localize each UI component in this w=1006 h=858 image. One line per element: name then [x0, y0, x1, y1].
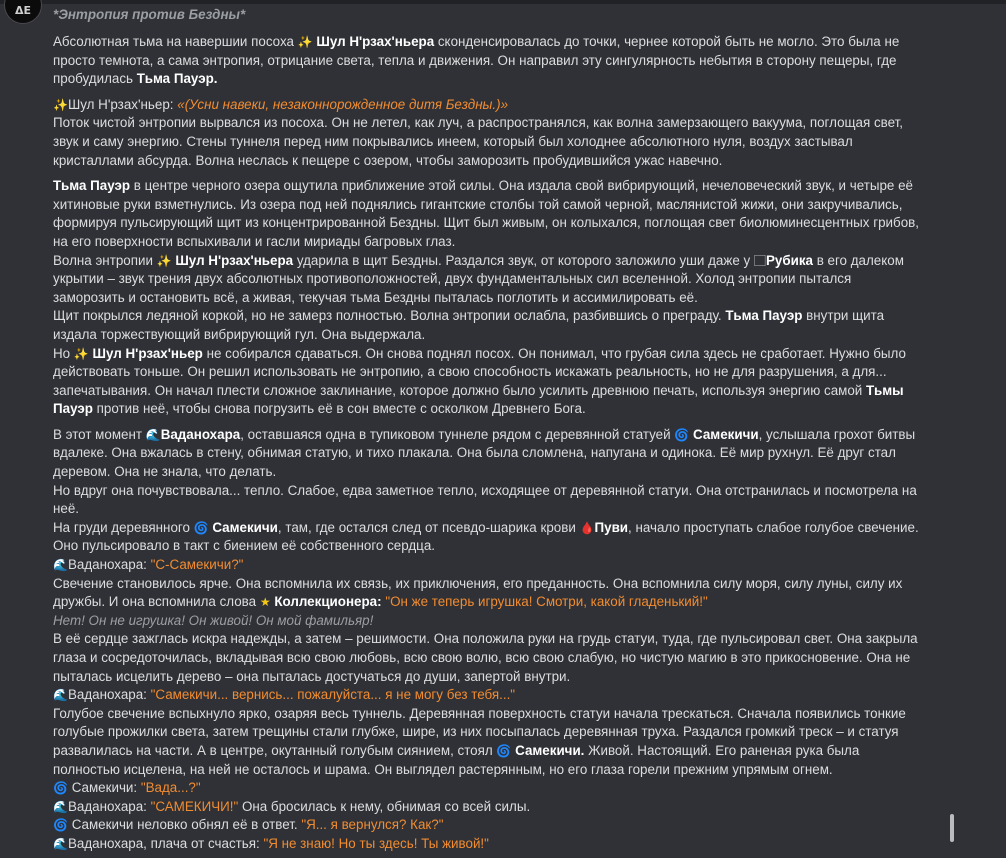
paragraph-1: [53, 33, 923, 89]
text: в центре черного озера ощутила приближение этой силы. Она издала свой вибрирующий, нечеловеческий звук, и четыре её хитиновые руки взметнулись. Из озера под ней поднялись гигантские столбы той самой черной, маслянистой жижи, они закручивались, формируя пульсирующий щит из концентрированной Бездны. Щит был живым, он колыхался, поглощая свет биолюминесцентных грибов, на его поверхности вспыхивали и гасли мириады багровых глаз.: [53, 178, 919, 249]
wave-icon: 🌊: [145, 427, 161, 442]
text: ударила в щит Бездны. Раздался звук, от которого заложило уши даже у: [293, 252, 754, 268]
text: На груди деревянного: [53, 519, 194, 535]
text: против неё, чтобы снова погрузить её в сон вместе с осколком Древнего Бога.: [92, 401, 586, 417]
star-icon: ★: [259, 595, 271, 610]
character-name: Тьмы: [866, 382, 904, 398]
spiral-icon: 🌀: [53, 781, 68, 796]
paragraph-6: [53, 345, 923, 419]
text: Голубое свечение вспыхнуло ярко, озаряя весь туннель. Деревянная поверхность статуи начала трескаться. Сначала появились тонкие голубые прожилки света, затем трещины стали глубже, шире, из них посыпалась деревянная труха. Раздался громкий треск – и статуя развалилась на части. А в центре, окутанный голубым сиянием, стоял: [53, 705, 906, 758]
paragraph-5: [53, 307, 923, 344]
quote: "Он же теперь игрушка! Смотри, какой гладенький!": [385, 594, 708, 610]
wave-icon: 🌊: [53, 836, 68, 851]
character-name: Пауэр: [53, 401, 93, 417]
quote: "САМЕКИЧИ!": [150, 798, 239, 814]
text: , начало проступать слабое голубое свечение. Оно пульсировало в такт с биением её собственного сердца.: [53, 519, 919, 554]
inner-thought: Нет! Он не игрушка! Он живой! Он мой фамильяр!: [53, 612, 374, 628]
speech-line: [53, 798, 923, 817]
text: , услышала грохот битвы вдалеке. Она вжалась в стену, обнимая статую, и тихо плакала. Она была сломлена, напугана и одинока. Её мир рухнул. Её друг стал деревом. Она не знала, что делать.: [53, 426, 916, 480]
paragraph-4: [53, 252, 923, 308]
quote: "Вада...?": [140, 780, 201, 796]
sparkle-icon: ✨: [73, 346, 89, 361]
text: в его далеком укрытии – звук трения двух абсолютных противоположностей, двух фундаментальных сил вселенной. Холод энтропии пытался заморозить и остановить всё, а живая, текучая тьма Бездны пыталась поглотить и ассимилировать её.: [53, 252, 904, 305]
wave-icon: 🌊: [53, 688, 68, 703]
top-edge-bar: [0, 0, 1006, 4]
text: сконденсировалась до точки, чернее которой быть не могло. Это была не просто темнота, а сама энтропия, отрицание света, тепла и движения. Он направил эту сингулярность небытия в сторону пещеры, где пробудилась: [53, 34, 900, 87]
speaker-name: Ваданохара:: [67, 687, 151, 703]
character-name: Тьма Пауэр.: [136, 71, 218, 87]
text: внутри щита издала торжествующий вибрирующий гул. Она выдержала.: [53, 308, 885, 342]
speaker-name: Ваданохара:: [67, 557, 151, 573]
message-header: *Энтропия против Бездны*: [53, 7, 246, 22]
sparkle-icon: ✨: [156, 253, 172, 268]
speech-line: [53, 835, 923, 854]
scrollbar-thumb[interactable]: [950, 814, 954, 842]
paragraph-8: Но вдруг она почувствовала... тепло. Слабое, едва заметное тепло, исходящее от деревянной статуи. Она отстранилась и посмотрела на неё.: [53, 482, 917, 517]
message-content: [53, 33, 923, 854]
character-name: Шул Н'рзах'ньер: [92, 345, 203, 361]
character-name: Самекичи: [693, 426, 759, 442]
text: Свечение становилось ярче. Она вспомнила их связь, их приключения, его преданность. Она вспомнила силу моря, силу луны, силу их дружбы. И она вспомнила слова: [53, 575, 903, 610]
character-name: Шул Н'рзах'ньера: [175, 252, 294, 268]
text: не собирался сдаваться. Он снова поднял посох. Он понимал, что грубая сила здесь не сработает. Нужно было действовать тоньше. Он решил использовать не энтропию, а свою способность искажать реальность, но не для разрушения, а для... запечатывания. Он начал плести сложное заклинание, которое должно было усилить древнюю печать, используя энергию самой: [53, 345, 906, 398]
paragraph-9: [53, 519, 923, 556]
speech-line: [53, 686, 923, 705]
text: Щит покрылся ледяной коркой, но не замерз полностью. Волна энтропии ослабла, разбившись о преграду.: [53, 308, 726, 324]
character-name: Шул Н'рзах'ньера: [316, 34, 435, 49]
text: , оставшаяся одна в тупиковом туннеле рядом с деревянной статуей: [240, 426, 675, 442]
quote: "Самекичи... вернись... пожалуйста... я не могу без тебя...": [150, 687, 516, 703]
paragraph-12: [53, 705, 923, 779]
quote: «(Усни навеки, незаконнорожденное дитя Бездны.)»: [177, 96, 509, 112]
character-name: Рубика: [765, 252, 813, 268]
paragraph-3: [53, 177, 923, 251]
character-name: Самекичи.: [515, 742, 585, 758]
wave-icon: 🌊: [53, 558, 68, 573]
text: , там, где остался след от псевдо-шарика крови: [277, 519, 580, 535]
speech-line: [53, 556, 923, 575]
quote: "Я не знаю! Но ты здесь! Ты живой!": [263, 835, 489, 851]
text: Живой. Настоящий. Его раненая рука была полностью исцелена, на ней не осталось и шрама. Он выглядел растерянным, но его глаза горели прежним упрямым огнем.: [53, 742, 860, 777]
text: Абсолютная тьма на навершии посоха: [53, 34, 298, 49]
spiral-icon: 🌀: [496, 743, 512, 758]
quote: "Я... я вернулся? Как?": [301, 817, 444, 833]
speaker-name: Ваданохара:: [67, 798, 151, 814]
character-name: Коллекционера:: [274, 594, 382, 610]
missing-glyph-icon: ⃞: [753, 253, 766, 268]
sparkle-icon: ✨: [53, 97, 68, 112]
speech-line: [53, 816, 923, 835]
sparkle-icon: ✨: [297, 35, 313, 49]
spiral-icon: 🌀: [53, 818, 68, 833]
character-name: Тьма Пауэр: [53, 178, 131, 194]
author-avatar[interactable]: ΔЕ: [4, 0, 42, 24]
paragraph-7: [53, 426, 923, 482]
quote: "С-Самекичи?": [150, 557, 244, 573]
character-name: Пуви: [594, 519, 629, 535]
spiral-icon: 🌀: [674, 427, 690, 442]
speaker-name: Самекичи неловко обнял её в ответ.: [71, 817, 302, 833]
text: Волна энтропии: [53, 252, 157, 268]
speaker-name: Самекичи:: [71, 780, 141, 796]
speaker-name: Шул Н'рзах'ньер:: [67, 96, 174, 112]
character-name: Ваданохара: [160, 426, 241, 442]
paragraph-11: В её сердце зажглась искра надежды, а затем – решимости. Она положила руки на грудь статуи, туда, где пульсировал свет. Она закрыла глаза и сосредоточилась, вкладывая всю свою любовь, всю свою волю, всю свою слабую, но чистую магию в это прикосновение. Она не пыталась исцелить дерево – она пыталась достучаться до души, запертой внутри.: [53, 631, 918, 684]
paragraph-10: [53, 575, 923, 612]
text: Но: [53, 345, 74, 361]
paragraph-2: Поток чистой энтропии вырвался из посоха. Он не летел, как луч, а распространялся, как волна замерзающего вакуума, поглощая свет, звук и саму энергию. Стены туннеля перед ним покрывались инеем, который был холоднее абсолютного нуля, воздух застывал кристаллами абсурда. Волна неслась к пещере с озером, чтобы заморозить пробудившийся ужас навечно.: [53, 115, 903, 168]
speech-line: [53, 779, 923, 798]
speech-line: [53, 96, 923, 115]
wave-icon: 🌊: [53, 799, 68, 814]
spiral-icon: 🌀: [193, 520, 209, 535]
character-name: Самекичи: [212, 519, 278, 535]
text: В этот момент: [53, 426, 146, 442]
speaker-name: Ваданохара, плача от счастья:: [67, 835, 264, 851]
text: Она бросилась к нему, обнимая со всей силы.: [238, 798, 531, 814]
character-name: Тьма Пауэр: [725, 308, 803, 324]
header-line: [53, 6, 923, 25]
blood-drop-icon: 🩸: [579, 520, 595, 535]
